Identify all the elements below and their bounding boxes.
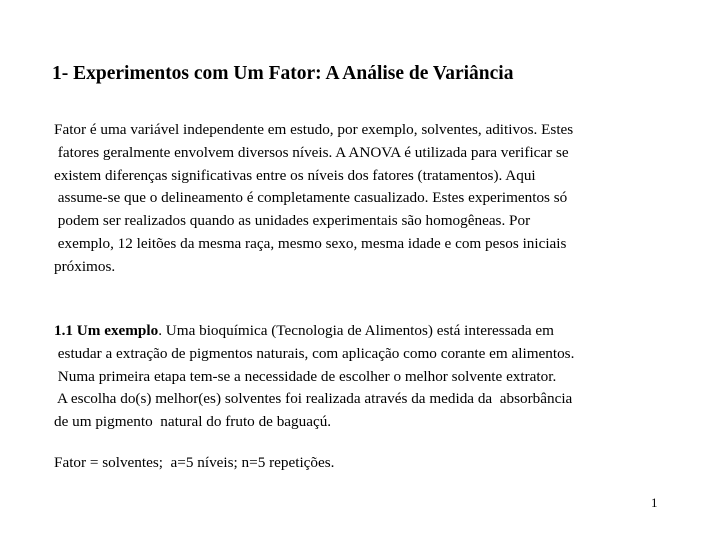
text-line: exemplo, 12 leitões da mesma raça, mesmo sexo, mesma idade e com pesos iniciais (54, 234, 567, 252)
text-line: existem diferenças significativas entre os níveis dos fatores (tratamentos). Aqui (54, 166, 536, 184)
example-heading: 1.1 Um exemplo (54, 322, 159, 339)
page-number: 1 (651, 495, 658, 510)
text-line: A escolha do(s) melhor(es) solventes foi realizada através da medida da absorbância (54, 390, 573, 408)
text-line: fatores geralmente envolvem diversos níveis. A ANOVA é utilizada para verificar se (54, 143, 569, 161)
text-line: Fator = solventes; a=5 níveis; n=5 repetições. (54, 454, 335, 471)
text-line: de um pigmento natural do fruto de baguaçú. (54, 413, 332, 431)
text-line: próximos. (54, 257, 116, 275)
slide-title: 1- Experimentos com Um Fator: A Análise de Variância (52, 63, 514, 84)
text-line: Numa primeira etapa tem-se a necessidade de escolher o melhor solvente extrator. (54, 367, 557, 385)
factor-summary (54, 452, 334, 475)
example-paragraph (54, 320, 574, 434)
text-line: podem ser realizados quando as unidades experimentais são homogêneas. Por (54, 212, 531, 230)
example-first-line: . Uma bioquímica (Tecnologia de Alimentos) está interessada em (158, 322, 554, 339)
text-line (54, 320, 574, 343)
text-line: Fator é uma variável independente em estudo, por exemplo, solventes, aditivos. Estes (54, 121, 574, 138)
intro-paragraph (54, 119, 573, 279)
text-line: estudar a extração de pigmentos naturais, com aplicação como corante em alimentos. (54, 344, 575, 362)
text-line: assume-se que o delineamento é completamente casualizado. Estes experimentos só (54, 189, 568, 207)
